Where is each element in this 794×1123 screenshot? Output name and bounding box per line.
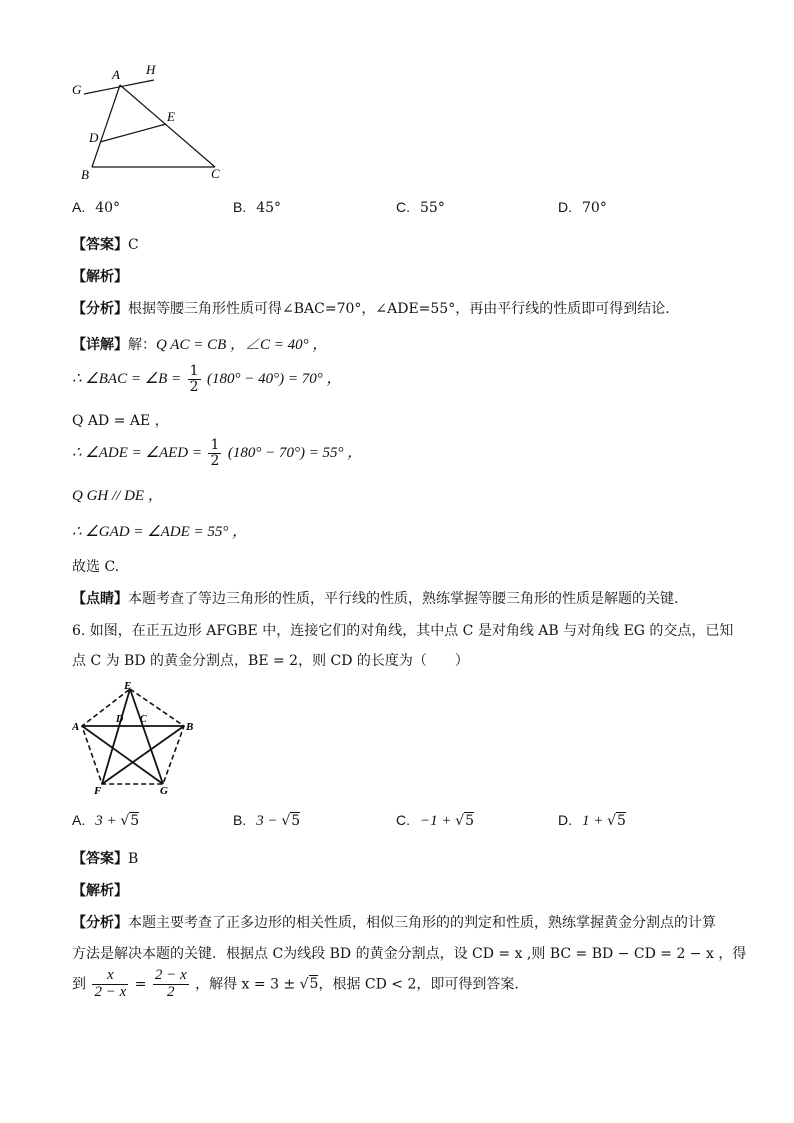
q6-option-d: D. 1 + √5 <box>558 812 626 829</box>
q6-option-b: B. 3 − √5 <box>233 812 301 829</box>
label-e: E <box>124 680 132 692</box>
q5-option-c: C. 55° <box>396 199 445 216</box>
label-g: G <box>160 785 168 796</box>
q5-fenxi: 【分析】根据等腰三角形性质可得∠BAC=70°，∠ADE=55°，再由平行线的性质即可得到结论. <box>72 301 670 317</box>
diagonal-ag <box>82 726 163 784</box>
label-b: B <box>81 167 89 182</box>
q6-stem-line2: 点 C 为 BD 的黄金分割点，BE = 2，则 CD 的长度为（ ） <box>72 653 469 669</box>
q5-option-a: A. 40° <box>72 199 121 216</box>
label-h: H <box>146 62 156 77</box>
label-d: D <box>89 130 99 145</box>
q6-answer: 【答案】B <box>72 851 139 867</box>
label-a: A <box>112 67 120 82</box>
q5-step3: Q AD = AE ， <box>72 413 169 429</box>
q6-analysis-heading: 【解析】 <box>72 883 128 899</box>
label-c: C <box>211 166 220 181</box>
q5-analysis-heading: 【解析】 <box>72 269 128 285</box>
q5-option-d: D. 70° <box>558 199 607 216</box>
label-a: A <box>72 721 80 733</box>
q5-step2: ∴ ∠BAC = ∠B = $\frac{1}{2}$ (180° − 40°) = 70° ， <box>72 363 342 395</box>
q5-answer: 【答案】C <box>72 237 139 253</box>
q6-fenxi-line3: 到 $\frac{x}{2 - x}$ = $\frac{2 - x}{2}$ ，解得 x = 3 ± √5，根据 CD < 2，即可得到答案. <box>72 967 519 1000</box>
q6-stem-line1: 6. 如图，在正五边形 AFGBE 中，连接它们的对角线，其中点 C 是对角线 AB 与对角线 EG 的交点，已知 <box>72 623 734 639</box>
q5-step6: ∴ ∠GAD = ∠ADE = 55° ， <box>72 524 248 540</box>
q6-fenxi-line2: 方法是解决本题的关键．根据点 C为线段 BD 的黄金分割点，设 CD = x ,则 BC = BD − CD = 2 − x ，得 <box>72 946 747 962</box>
label-d: D <box>116 714 124 725</box>
diagonal-eg <box>130 689 163 784</box>
label-e: E <box>167 109 175 124</box>
side-ab <box>92 85 120 167</box>
q5-conclusion: 故选 C. <box>72 559 120 575</box>
q6-option-c: C. −1 + √5 <box>396 812 475 829</box>
side-ac <box>120 85 215 167</box>
q5-step4: ∴ ∠ADE = ∠AED = $\frac{1}{2}$ (180° − 70°) = 55° ， <box>72 437 363 469</box>
label-b: B <box>186 721 194 733</box>
q5-dianjing: 【点睛】本题考查了等边三角形的性质，平行线的性质，熟练掌握等腰三角形的性质是解题的关键. <box>72 591 679 607</box>
label-c: C <box>140 714 147 725</box>
q5-step5: Q GH // DE ， <box>72 488 163 504</box>
segment-de <box>100 124 166 142</box>
pentagon-figure <box>72 680 198 796</box>
q6-fenxi-line1: 【分析】本题主要考查了正多边形的相关性质，相似三角形的的判定和性质，熟练掌握黄金分割点的计算 <box>72 915 716 931</box>
triangle-figure <box>62 58 242 186</box>
q5-xiangjie: 【详解】解：Q AC = CB ，∠C = 40° ， <box>72 337 328 353</box>
q6-option-a: A. 3 + √5 <box>72 812 140 829</box>
diagonal-ef <box>102 689 130 784</box>
diagonal-bf <box>102 726 184 784</box>
label-f: F <box>94 785 102 796</box>
q5-option-b: B. 45° <box>233 199 282 216</box>
label-g: G <box>72 82 82 97</box>
